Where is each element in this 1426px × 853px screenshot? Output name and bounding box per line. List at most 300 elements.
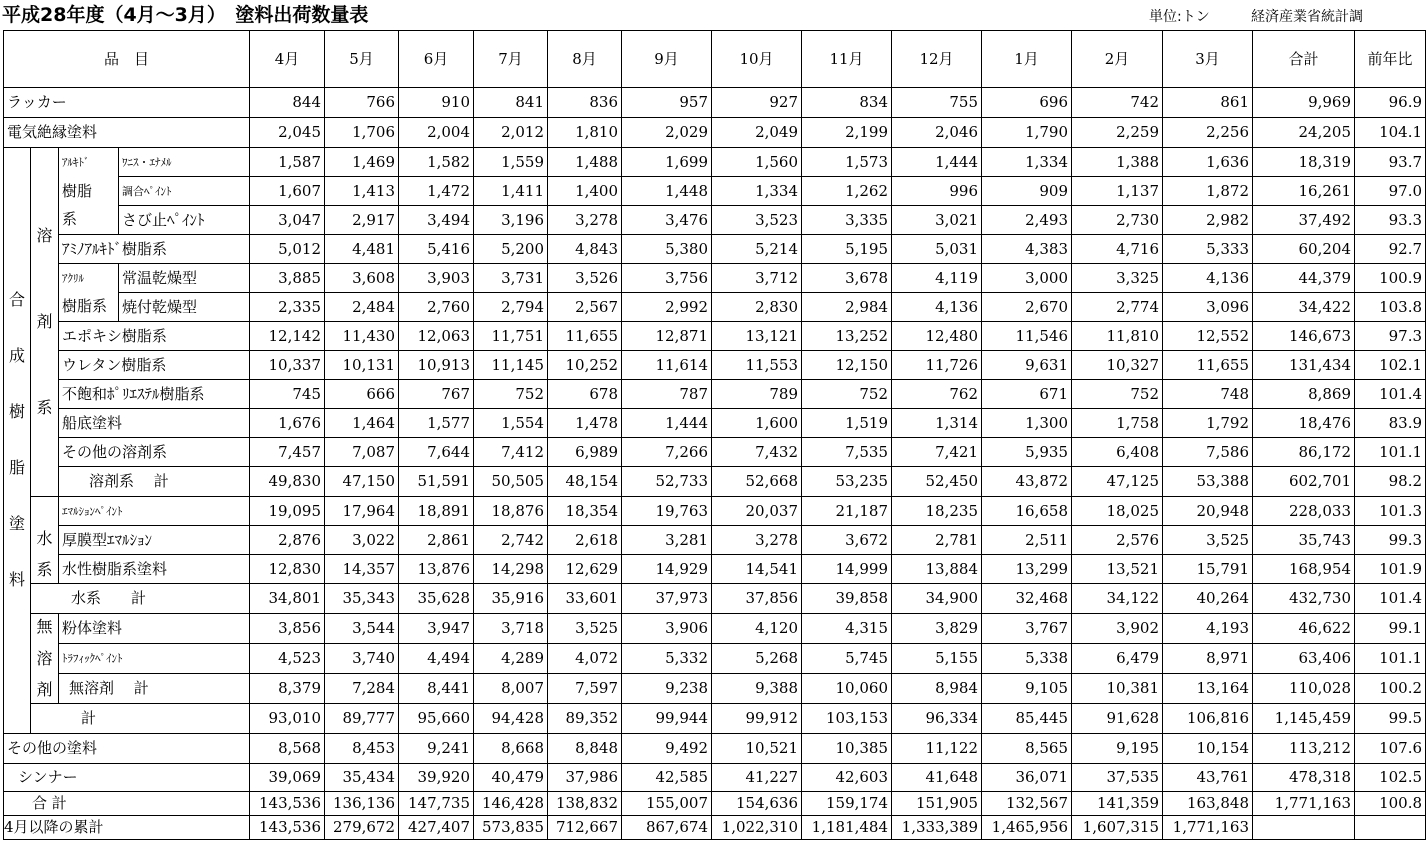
header-month: 9月 xyxy=(622,31,712,88)
month-value: 1,333,389 xyxy=(892,815,982,839)
month-value: 3,523 xyxy=(712,206,802,235)
month-value: 861 xyxy=(1163,88,1253,118)
month-value: 11,655 xyxy=(1163,351,1253,380)
month-value: 138,832 xyxy=(548,791,622,815)
month-value: 2,618 xyxy=(548,526,622,555)
month-value: 3,947 xyxy=(399,614,474,644)
month-value: 836 xyxy=(548,88,622,118)
month-value: 787 xyxy=(622,380,712,409)
vertical-char: 料 xyxy=(8,570,25,590)
total-value: 146,673 xyxy=(1253,322,1355,351)
month-value: 37,986 xyxy=(548,763,622,791)
month-value: 146,428 xyxy=(474,791,548,815)
month-value: 20,948 xyxy=(1163,497,1253,526)
total-value: 60,204 xyxy=(1253,235,1355,264)
month-value: 2,917 xyxy=(325,206,399,235)
month-value: 9,388 xyxy=(712,673,802,703)
month-value: 10,327 xyxy=(1072,351,1163,380)
month-value: 99,944 xyxy=(622,703,712,733)
table-row xyxy=(4,555,1426,584)
month-value: 1,314 xyxy=(892,409,982,438)
month-value: 14,357 xyxy=(325,555,399,584)
month-value: 4,383 xyxy=(982,235,1072,264)
vertical-char: 系 xyxy=(36,560,53,580)
table-row xyxy=(4,235,1426,264)
month-value: 8,441 xyxy=(399,673,474,703)
month-value: 7,644 xyxy=(399,438,474,467)
month-value: 7,421 xyxy=(892,438,982,467)
month-value: 9,105 xyxy=(982,673,1072,703)
month-value: 3,096 xyxy=(1163,293,1253,322)
yoy-value xyxy=(1355,815,1426,839)
group-alkyd-c: 系 xyxy=(59,206,119,235)
month-value: 11,553 xyxy=(712,351,802,380)
month-value: 1,587 xyxy=(250,148,325,177)
month-value: 1,137 xyxy=(1072,177,1163,206)
month-value: 5,380 xyxy=(622,235,712,264)
month-value: 17,964 xyxy=(325,497,399,526)
month-value: 3,278 xyxy=(548,206,622,235)
month-value: 5,333 xyxy=(1163,235,1253,264)
month-value: 1,411 xyxy=(474,177,548,206)
month-value: 4,523 xyxy=(250,643,325,673)
month-value: 2,984 xyxy=(802,293,892,322)
month-value: 6,408 xyxy=(1072,438,1163,467)
month-value: 8,984 xyxy=(892,673,982,703)
month-value: 5,195 xyxy=(802,235,892,264)
month-value: 1,300 xyxy=(982,409,1072,438)
total-value: 18,476 xyxy=(1253,409,1355,438)
table-row xyxy=(4,526,1426,555)
total-value: 432,730 xyxy=(1253,584,1355,614)
month-value: 2,049 xyxy=(712,118,802,148)
yoy-value: 98.2 xyxy=(1355,467,1426,497)
table-row xyxy=(4,351,1426,380)
month-value: 1,388 xyxy=(1072,148,1163,177)
month-value: 844 xyxy=(250,88,325,118)
yoy-value: 83.9 xyxy=(1355,409,1426,438)
month-value: 1,636 xyxy=(1163,148,1253,177)
month-value: 33,601 xyxy=(548,584,622,614)
row-label: ﾄﾗﾌｨｯｸﾍﾟｲﾝﾄ xyxy=(59,643,250,673)
month-value: 1,554 xyxy=(474,409,548,438)
yoy-value: 101.4 xyxy=(1355,584,1426,614)
month-value: 10,913 xyxy=(399,351,474,380)
month-value: 21,187 xyxy=(802,497,892,526)
yoy-value: 92.7 xyxy=(1355,235,1426,264)
month-value: 47,150 xyxy=(325,467,399,497)
month-value: 163,848 xyxy=(1163,791,1253,815)
total-value: 168,954 xyxy=(1253,555,1355,584)
month-value: 89,777 xyxy=(325,703,399,733)
month-value: 9,492 xyxy=(622,733,712,763)
month-value: 41,648 xyxy=(892,763,982,791)
group-mu-label xyxy=(34,614,55,703)
month-value: 762 xyxy=(892,380,982,409)
month-value: 789 xyxy=(712,380,802,409)
month-value: 2,259 xyxy=(1072,118,1163,148)
month-value: 7,087 xyxy=(325,438,399,467)
month-value: 3,902 xyxy=(1072,614,1163,644)
month-value: 1,022,310 xyxy=(712,815,802,839)
vertical-char: 剤 xyxy=(36,680,53,700)
month-value: 10,252 xyxy=(548,351,622,380)
yoy-value: 101.1 xyxy=(1355,643,1426,673)
month-value: 37,535 xyxy=(1072,763,1163,791)
header-month: 10月 xyxy=(712,31,802,88)
row-label: ｱﾐﾉｱﾙｷﾄﾞ樹脂系 xyxy=(59,235,250,264)
total-value: 16,261 xyxy=(1253,177,1355,206)
vertical-char: 塗 xyxy=(8,514,25,534)
month-value: 4,072 xyxy=(548,643,622,673)
month-value: 3,885 xyxy=(250,264,325,293)
yoy-value: 103.8 xyxy=(1355,293,1426,322)
month-value: 3,021 xyxy=(892,206,982,235)
month-value: 103,153 xyxy=(802,703,892,733)
table-row xyxy=(4,88,1426,118)
month-value: 9,631 xyxy=(982,351,1072,380)
month-value: 154,636 xyxy=(712,791,802,815)
month-value: 3,718 xyxy=(474,614,548,644)
yoy-value: 97.3 xyxy=(1355,322,1426,351)
month-value: 573,835 xyxy=(474,815,548,839)
row-label: 計 xyxy=(31,703,250,733)
group-sui-label xyxy=(34,526,55,583)
row-label: 粉体塗料 xyxy=(59,614,250,644)
month-value: 766 xyxy=(325,88,399,118)
table-row xyxy=(4,703,1426,733)
table-row xyxy=(4,148,1426,177)
month-value: 1,464 xyxy=(325,409,399,438)
month-value: 14,999 xyxy=(802,555,892,584)
month-value: 834 xyxy=(802,88,892,118)
month-value: 9,241 xyxy=(399,733,474,763)
month-value: 52,733 xyxy=(622,467,712,497)
month-value: 2,004 xyxy=(399,118,474,148)
month-value: 34,900 xyxy=(892,584,982,614)
yoy-value: 100.8 xyxy=(1355,791,1426,815)
month-value: 18,891 xyxy=(399,497,474,526)
month-value: 16,658 xyxy=(982,497,1072,526)
month-value: 927 xyxy=(712,88,802,118)
month-value: 1,469 xyxy=(325,148,399,177)
month-value: 5,031 xyxy=(892,235,982,264)
table-row xyxy=(4,791,1426,815)
month-value: 13,299 xyxy=(982,555,1072,584)
month-value: 95,660 xyxy=(399,703,474,733)
month-value: 91,628 xyxy=(1072,703,1163,733)
month-value: 5,416 xyxy=(399,235,474,264)
total-value: 86,172 xyxy=(1253,438,1355,467)
month-value: 2,774 xyxy=(1072,293,1163,322)
month-value: 5,332 xyxy=(622,643,712,673)
month-value: 13,521 xyxy=(1072,555,1163,584)
month-value: 3,047 xyxy=(250,206,325,235)
month-value: 12,871 xyxy=(622,322,712,351)
month-value: 5,935 xyxy=(982,438,1072,467)
month-value: 2,576 xyxy=(1072,526,1163,555)
month-value: 1,872 xyxy=(1163,177,1253,206)
month-value: 10,131 xyxy=(325,351,399,380)
yoy-value: 101.3 xyxy=(1355,497,1426,526)
header-month: 4月 xyxy=(250,31,325,88)
row-label: 溶剤系 計 xyxy=(59,467,250,497)
month-value: 155,007 xyxy=(622,791,712,815)
month-value: 11,655 xyxy=(548,322,622,351)
month-value: 143,536 xyxy=(250,815,325,839)
month-value: 4,119 xyxy=(892,264,982,293)
month-value: 3,712 xyxy=(712,264,802,293)
month-value: 12,142 xyxy=(250,322,325,351)
month-value: 8,668 xyxy=(474,733,548,763)
month-value: 11,751 xyxy=(474,322,548,351)
row-label: 電気絶縁塗料 xyxy=(4,118,250,148)
month-value: 37,973 xyxy=(622,584,712,614)
month-value: 7,586 xyxy=(1163,438,1253,467)
month-value: 3,903 xyxy=(399,264,474,293)
row-label: その他の溶剤系 xyxy=(59,438,250,467)
header-month: 11月 xyxy=(802,31,892,88)
month-value: 18,876 xyxy=(474,497,548,526)
month-value: 141,359 xyxy=(1072,791,1163,815)
month-value: 8,848 xyxy=(548,733,622,763)
month-value: 15,791 xyxy=(1163,555,1253,584)
table-row xyxy=(4,643,1426,673)
month-value: 3,494 xyxy=(399,206,474,235)
month-value: 4,315 xyxy=(802,614,892,644)
month-value: 5,214 xyxy=(712,235,802,264)
month-value: 20,037 xyxy=(712,497,802,526)
month-value: 1,600 xyxy=(712,409,802,438)
month-value: 279,672 xyxy=(325,815,399,839)
month-value: 2,335 xyxy=(250,293,325,322)
month-value: 11,430 xyxy=(325,322,399,351)
month-value: 1,676 xyxy=(250,409,325,438)
month-value: 11,145 xyxy=(474,351,548,380)
month-value: 3,526 xyxy=(548,264,622,293)
month-value: 1,559 xyxy=(474,148,548,177)
vertical-char: 脂 xyxy=(8,458,25,478)
table-row xyxy=(4,177,1426,206)
row-label: ﾜﾆｽ・ｴﾅﾒﾙ xyxy=(119,148,250,177)
month-value: 3,672 xyxy=(802,526,892,555)
month-value: 2,029 xyxy=(622,118,712,148)
group-acryl-b: 樹脂系 xyxy=(59,293,119,322)
month-value: 996 xyxy=(892,177,982,206)
group-alkyd-b: 樹脂 xyxy=(59,177,119,206)
yoy-value: 99.1 xyxy=(1355,614,1426,644)
vertical-char: 溶 xyxy=(36,648,53,668)
month-value: 755 xyxy=(892,88,982,118)
row-label: 船底塗料 xyxy=(59,409,250,438)
month-value: 2,876 xyxy=(250,526,325,555)
month-value: 18,354 xyxy=(548,497,622,526)
yoy-value: 93.3 xyxy=(1355,206,1426,235)
month-value: 1,790 xyxy=(982,118,1072,148)
month-value: 12,150 xyxy=(802,351,892,380)
total-value: 37,492 xyxy=(1253,206,1355,235)
month-value: 39,069 xyxy=(250,763,325,791)
month-value: 1,699 xyxy=(622,148,712,177)
month-value: 1,465,956 xyxy=(982,815,1072,839)
month-value: 2,730 xyxy=(1072,206,1163,235)
month-value: 3,731 xyxy=(474,264,548,293)
month-value: 2,567 xyxy=(548,293,622,322)
row-label: 4月以降の累計 xyxy=(4,815,250,839)
month-value: 12,830 xyxy=(250,555,325,584)
month-value: 3,325 xyxy=(1072,264,1163,293)
month-value: 2,511 xyxy=(982,526,1072,555)
total-value xyxy=(1253,815,1355,839)
month-value: 4,120 xyxy=(712,614,802,644)
month-value: 910 xyxy=(399,88,474,118)
group-yozai-label xyxy=(34,228,55,416)
month-value: 40,264 xyxy=(1163,584,1253,614)
row-label: エポキシ樹脂系 xyxy=(59,322,250,351)
month-value: 1,472 xyxy=(399,177,474,206)
month-value: 52,450 xyxy=(892,467,982,497)
month-value: 14,541 xyxy=(712,555,802,584)
table-row xyxy=(4,763,1426,791)
vertical-char: 系 xyxy=(36,398,53,417)
month-value: 5,338 xyxy=(982,643,1072,673)
month-value: 3,000 xyxy=(982,264,1072,293)
total-value: 63,406 xyxy=(1253,643,1355,673)
yoy-value: 100.9 xyxy=(1355,264,1426,293)
month-value: 40,479 xyxy=(474,763,548,791)
row-label: ラッカー xyxy=(4,88,250,118)
month-value: 19,763 xyxy=(622,497,712,526)
month-value: 143,536 xyxy=(250,791,325,815)
month-value: 51,591 xyxy=(399,467,474,497)
month-value: 5,200 xyxy=(474,235,548,264)
vertical-char: 樹 xyxy=(8,402,25,422)
shipment-table xyxy=(3,30,1426,840)
group-yozai xyxy=(31,148,59,497)
month-value: 2,861 xyxy=(399,526,474,555)
month-value: 752 xyxy=(474,380,548,409)
month-value: 12,063 xyxy=(399,322,474,351)
month-value: 3,278 xyxy=(712,526,802,555)
month-value: 742 xyxy=(1072,88,1163,118)
total-value: 34,422 xyxy=(1253,293,1355,322)
yoy-value: 101.4 xyxy=(1355,380,1426,409)
yoy-value: 107.6 xyxy=(1355,733,1426,763)
total-value: 1,145,459 xyxy=(1253,703,1355,733)
unit-label: 単位:トン xyxy=(1149,9,1210,25)
month-value: 1,334 xyxy=(712,177,802,206)
month-value: 3,196 xyxy=(474,206,548,235)
month-value: 3,906 xyxy=(622,614,712,644)
month-value: 1,478 xyxy=(548,409,622,438)
month-value: 5,155 xyxy=(892,643,982,673)
month-value: 13,884 xyxy=(892,555,982,584)
header-month: 8月 xyxy=(548,31,622,88)
month-value: 1,582 xyxy=(399,148,474,177)
month-value: 752 xyxy=(1072,380,1163,409)
month-value: 1,488 xyxy=(548,148,622,177)
row-label: 合 計 xyxy=(4,791,250,815)
month-value: 2,256 xyxy=(1163,118,1253,148)
month-value: 37,856 xyxy=(712,584,802,614)
month-value: 4,193 xyxy=(1163,614,1253,644)
month-value: 8,453 xyxy=(325,733,399,763)
month-value: 3,740 xyxy=(325,643,399,673)
table-row xyxy=(4,497,1426,526)
month-value: 867,674 xyxy=(622,815,712,839)
group-mu xyxy=(31,614,59,704)
month-value: 1,181,484 xyxy=(802,815,892,839)
table-row xyxy=(4,409,1426,438)
month-value: 96,334 xyxy=(892,703,982,733)
month-value: 93,010 xyxy=(250,703,325,733)
month-value: 8,379 xyxy=(250,673,325,703)
row-label: 調合ﾍﾟｲﾝﾄ xyxy=(119,177,250,206)
table-row xyxy=(4,614,1426,644)
row-label: ウレタン樹脂系 xyxy=(59,351,250,380)
month-value: 957 xyxy=(622,88,712,118)
yoy-value: 97.0 xyxy=(1355,177,1426,206)
header-item: 品 目 xyxy=(4,31,250,88)
yoy-value: 99.3 xyxy=(1355,526,1426,555)
month-value: 4,136 xyxy=(892,293,982,322)
month-value: 12,480 xyxy=(892,322,982,351)
month-value: 2,484 xyxy=(325,293,399,322)
month-value: 712,667 xyxy=(548,815,622,839)
month-value: 159,174 xyxy=(802,791,892,815)
month-value: 8,565 xyxy=(982,733,1072,763)
month-value: 5,745 xyxy=(802,643,892,673)
header-month: 12月 xyxy=(892,31,982,88)
total-value: 8,869 xyxy=(1253,380,1355,409)
month-value: 1,413 xyxy=(325,177,399,206)
table-row xyxy=(4,293,1426,322)
month-value: 35,916 xyxy=(474,584,548,614)
month-value: 11,726 xyxy=(892,351,982,380)
table-row xyxy=(4,118,1426,148)
yoy-value: 96.9 xyxy=(1355,88,1426,118)
total-value: 46,622 xyxy=(1253,614,1355,644)
month-value: 7,266 xyxy=(622,438,712,467)
month-value: 39,920 xyxy=(399,763,474,791)
header-month: 2月 xyxy=(1072,31,1163,88)
month-value: 43,761 xyxy=(1163,763,1253,791)
month-value: 14,929 xyxy=(622,555,712,584)
month-value: 49,830 xyxy=(250,467,325,497)
month-value: 9,238 xyxy=(622,673,712,703)
month-value: 10,521 xyxy=(712,733,802,763)
month-value: 6,479 xyxy=(1072,643,1163,673)
month-value: 10,337 xyxy=(250,351,325,380)
month-value: 10,381 xyxy=(1072,673,1163,703)
month-value: 1,810 xyxy=(548,118,622,148)
table-row xyxy=(4,467,1426,497)
yoy-value: 104.1 xyxy=(1355,118,1426,148)
month-value: 4,481 xyxy=(325,235,399,264)
month-value: 7,597 xyxy=(548,673,622,703)
month-value: 11,810 xyxy=(1072,322,1163,351)
month-value: 13,164 xyxy=(1163,673,1253,703)
month-value: 666 xyxy=(325,380,399,409)
month-value: 767 xyxy=(399,380,474,409)
month-value: 1,448 xyxy=(622,177,712,206)
month-value: 4,494 xyxy=(399,643,474,673)
month-value: 3,525 xyxy=(548,614,622,644)
total-value: 602,701 xyxy=(1253,467,1355,497)
month-value: 4,843 xyxy=(548,235,622,264)
vertical-char: 剤 xyxy=(36,312,53,331)
month-value: 4,136 xyxy=(1163,264,1253,293)
